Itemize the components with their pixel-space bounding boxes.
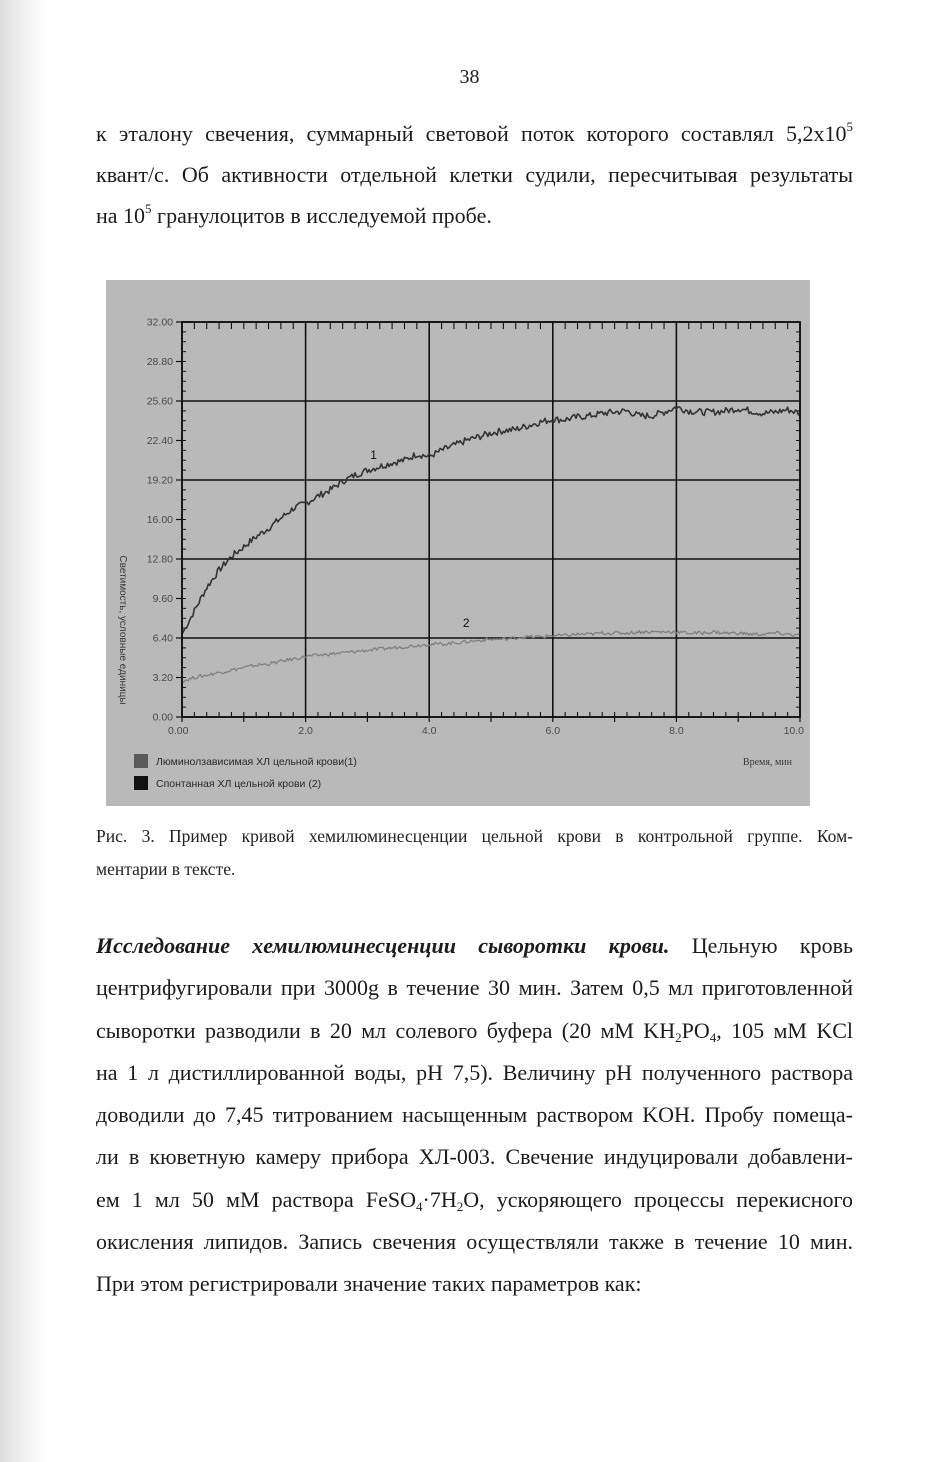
text-run: гранулоцитов в исследуемой пробе. (151, 203, 492, 228)
paragraph-line: центрифугировали при 3000g в течение 30 мин. Затем 0,5 мл приготовленной (96, 975, 853, 1001)
text-run: O, ускоряющего процессы перекисного (463, 1186, 853, 1212)
y-tick-label: 9.60 (152, 593, 173, 605)
x-tick-label: 2.0 (298, 725, 313, 737)
y-tick-label: 16.00 (146, 514, 173, 526)
y-tick-label: 6.40 (152, 632, 173, 645)
paragraph-line: квант/с. Об активности отдельной клетки судили, пересчитывая результаты (96, 162, 853, 187)
minor-ticks (182, 322, 800, 717)
caption-line: Рис. 3. Пример кривой хемилюминесценции цельной крови в контрольной группе. Ком- (96, 826, 853, 846)
subscript: 2 (456, 1198, 464, 1214)
text-run: PO (681, 1017, 710, 1043)
grid (182, 322, 800, 717)
paragraph-line (96, 1010, 853, 1052)
curve-label: 2 (462, 615, 470, 630)
y-tick-label: 28.80 (146, 356, 173, 368)
y-tick-label: 25.60 (146, 395, 173, 408)
y-tick-label: 32.00 (146, 316, 173, 329)
subscript: 2 (675, 1029, 682, 1045)
curve-label: 1 (370, 448, 377, 463)
figure-caption (96, 820, 853, 886)
x-tick-label: 0.00 (168, 725, 189, 737)
text-run: ем 1 мл 50 мМ раствора FeSO (96, 1186, 417, 1212)
page-number: 38 (459, 66, 480, 88)
paragraph-line (96, 925, 853, 967)
chemiluminescence-figure (106, 280, 810, 806)
scan-shadow-edge (0, 0, 48, 1462)
caption-line: ментарии в тексте. (96, 859, 236, 879)
paragraph-line: окисления липидов. Запись свечения осуществляли также в течение 10 мин. (96, 1229, 853, 1255)
tick-labels (147, 317, 804, 738)
x-tick-label: 4.0 (421, 725, 437, 737)
text-run: ·7H (422, 1186, 457, 1212)
legend-swatch (134, 754, 148, 768)
y-tick-label: 19.20 (146, 474, 173, 487)
y-tick-label: 12.80 (146, 553, 173, 566)
paragraph-line: При этом регистрировали значение таких параметров как: (96, 1271, 642, 1297)
chemiluminescence-chart (106, 280, 810, 806)
paragraph-serum-method (96, 925, 853, 1306)
x-axis-label: Время, мин (742, 757, 792, 768)
series-line-luminol (182, 407, 800, 634)
curve-annotations (370, 448, 470, 630)
legend (134, 754, 357, 790)
superscript: 5 (846, 119, 853, 134)
x-tick-label: 6.0 (545, 725, 561, 737)
text-run: сыворотки разводили в 20 мл солевого буфера (20 мМ KH (96, 1017, 676, 1043)
text-run: к эталону свечения, суммарный световой поток которого составлял 5,2х10 (96, 121, 847, 146)
y-tick-label: 0.00 (152, 711, 173, 724)
text-run: , 105 мМ KCl (716, 1017, 853, 1043)
section-heading: Исследование хемилюминесценции сыворотки крови. (96, 933, 670, 958)
superscript: 5 (145, 201, 152, 216)
y-tick-label: 3.20 (152, 672, 173, 684)
paragraph-line: на 1 л дистиллированной воды, pH 7,5). Величину pH полученного раствора (96, 1059, 853, 1085)
series (182, 407, 800, 682)
y-axis-label: Светимость, условные единицы (117, 555, 128, 705)
x-tick-label: 10.0 (783, 725, 804, 737)
paragraph-line (96, 1179, 853, 1221)
y-tick-label: 22.40 (146, 435, 173, 447)
axes (176, 322, 800, 722)
legend-label: Спонтанная ХЛ цельной крови (2) (156, 778, 322, 790)
subscript: 4 (416, 1198, 423, 1214)
text-run: на 10 (96, 203, 146, 228)
legend-swatch (134, 776, 148, 790)
paragraph-line (96, 195, 853, 236)
plot-frame (182, 322, 800, 717)
text-run: Цельную кровь (669, 933, 853, 958)
paragraph-line: доводили до 7,45 титрованием насыщенным раствором KOH. Пробу помеща- (96, 1102, 853, 1128)
legend-label: Люминолзависимая ХЛ цельной крови(1) (156, 756, 357, 768)
subscript: 4 (709, 1029, 717, 1045)
paragraph-line: ли в кюветную камеру прибора ХЛ-003. Свечение индуцировали добавлени- (96, 1144, 853, 1170)
x-tick-label: 8.0 (669, 725, 684, 737)
paragraph-intro (96, 113, 853, 236)
paragraph-line (96, 113, 853, 154)
